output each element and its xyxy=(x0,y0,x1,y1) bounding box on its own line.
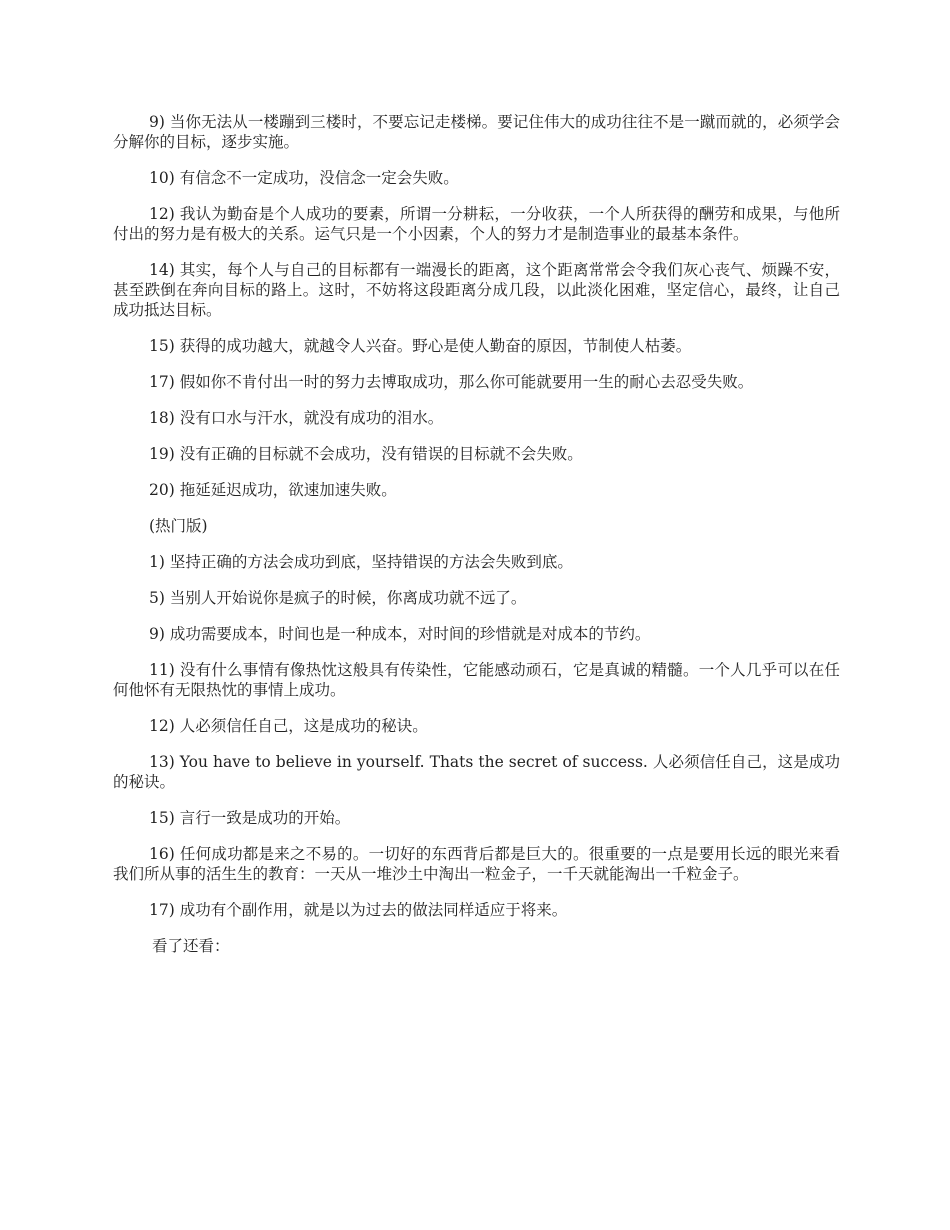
see-also-label: 看了还看： xyxy=(152,937,230,955)
document-body xyxy=(113,112,840,972)
paragraph: 12) 人必须信任自己，这是成功的秘诀。 xyxy=(149,717,428,735)
paragraph: 19) 没有正确的目标就不会成功，没有错误的目标就不会失败。 xyxy=(149,445,583,463)
paragraph: 20) 拖延延迟成功，欲速加速失败。 xyxy=(149,481,397,499)
paragraph: 17) 成功有个副作用，就是以为过去的做法同样适应于将来。 xyxy=(149,901,568,919)
paragraph: 15) 获得的成功越大，就越令人兴奋。野心是使人勤奋的原因，节制使人枯萎。 xyxy=(149,337,692,355)
paragraph: 13) You have to believe in yourself. Thats the secret of success. 人必须信任自己，这是成功的秘诀。 xyxy=(113,753,840,791)
paragraph: 18) 没有口水与汗水，就没有成功的泪水。 xyxy=(149,409,444,427)
paragraph: 11) 没有什么事情有像热忱这般具有传染性，它能感动顽石，它是真诚的精髓。一个人几乎可以在任何他怀有无限热忱的事情上成功。 xyxy=(113,661,840,699)
paragraph: 9) 当你无法从一楼蹦到三楼时，不要忘记走楼梯。要记住伟大的成功往往不是一蹴而就的，必须学会分解你的目标，逐步实施。 xyxy=(113,113,840,151)
paragraph: 15) 言行一致是成功的开始。 xyxy=(149,809,351,827)
paragraph: 5) 当别人开始说你是疯子的时候，你离成功就不远了。 xyxy=(149,589,527,607)
paragraph: 14) 其实，每个人与自己的目标都有一端漫长的距离，这个距离常常会令我们灰心丧气、烦躁不安，甚至跌倒在奔向目标的路上。这时，不妨将这段距离分成几段，以此淡化困难，坚定信心，最终，让自己成功抵达目标。 xyxy=(113,261,840,319)
paragraph: 16) 任何成功都是来之不易的。一切好的东西背后都是巨大的。很重要的一点是要用长远的眼光来看我们所从事的活生生的教育：一天从一堆沙土中淘出一粒金子，一千天就能淘出一千粒金子。 xyxy=(113,845,840,883)
paragraph: 9) 成功需要成本，时间也是一种成本，对时间的珍惜就是对成本的节约。 xyxy=(149,625,651,643)
paragraph: 10) 有信念不一定成功，没信念一定会失败。 xyxy=(149,169,459,187)
paragraph: 1) 坚持正确的方法会成功到底，坚持错误的方法会失败到底。 xyxy=(149,553,573,571)
paragraph: 17) 假如你不肯付出一时的努力去博取成功，那么你可能就要用一生的耐心去忍受失败。 xyxy=(149,373,754,391)
section-label: (热门版) xyxy=(149,517,208,535)
paragraph: 12) 我认为勤奋是个人成功的要素，所谓一分耕耘，一分收获，一个人所获得的酬劳和成果，与他所付出的努力是有极大的关系。运气只是一个小因素，个人的努力才是制造事业的最基本条件。 xyxy=(113,205,840,243)
